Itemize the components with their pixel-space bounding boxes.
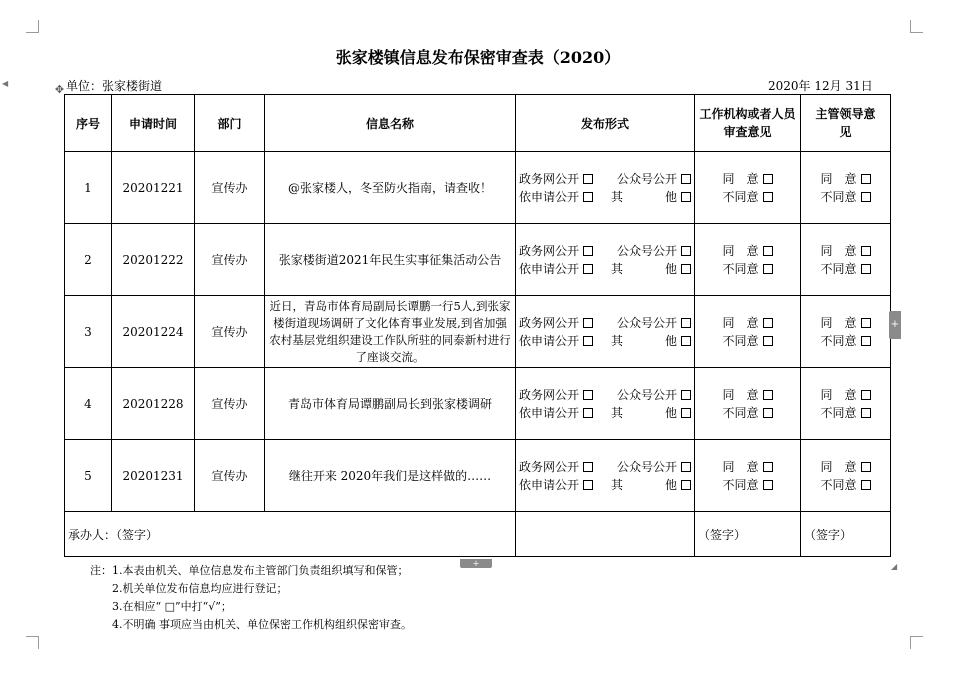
handler-signature: 承办人：（签字） — [65, 512, 516, 557]
disagree-label: 不同意 — [820, 405, 857, 420]
option-other-label: 他 — [664, 477, 677, 492]
agree-label: 同 意 — [722, 171, 759, 186]
leader-opinion-options — [801, 296, 891, 368]
checkbox[interactable] — [583, 336, 593, 346]
option-gov-site-label: 政务网公开 — [519, 171, 580, 186]
checkbox[interactable] — [681, 192, 691, 202]
header-cell-info: 信息名称 — [265, 95, 516, 152]
page-corner-mark — [26, 636, 39, 649]
format-options — [516, 224, 695, 296]
checkbox[interactable] — [861, 408, 871, 418]
leader-opinion-options — [801, 152, 891, 224]
checkbox[interactable] — [861, 318, 871, 328]
option-other-label: 其 — [610, 261, 623, 276]
table-row — [65, 368, 891, 440]
table-row — [65, 152, 891, 224]
page-corner-mark — [26, 20, 39, 33]
disagree-label: 不同意 — [722, 261, 759, 276]
option-gov-site-label: 政务网公开 — [519, 315, 580, 330]
checkbox[interactable] — [583, 264, 593, 274]
table-resize-handle-icon[interactable]: ◢ — [891, 562, 898, 571]
table-move-handle-icon[interactable]: ✥ — [54, 83, 65, 96]
row-date: 20201231 — [112, 440, 195, 512]
org-opinion-options — [695, 368, 801, 440]
row-info: 青岛市体育局谭鹏副局长到张家楼调研 — [265, 368, 516, 440]
option-gov-site-label: 政务网公开 — [519, 387, 580, 402]
checkbox[interactable] — [763, 246, 773, 256]
option-on-request-label: 依申请公开 — [519, 405, 580, 420]
agree-label: 同 意 — [820, 459, 857, 474]
checkbox[interactable] — [763, 318, 773, 328]
note-line: 2.机关单位发布信息均应进行登记； — [112, 582, 288, 595]
agree-label: 同 意 — [820, 243, 857, 258]
checkbox[interactable] — [583, 408, 593, 418]
option-public-account-label: 公众号公开 — [616, 243, 677, 258]
checkbox[interactable] — [681, 462, 691, 472]
checkbox[interactable] — [861, 246, 871, 256]
option-on-request-label: 依申请公开 — [519, 261, 580, 276]
option-other-label: 其 — [610, 405, 623, 420]
checkbox[interactable] — [583, 192, 593, 202]
format-options — [516, 296, 695, 368]
header-cell-format: 发布形式 — [516, 95, 695, 152]
checkbox[interactable] — [763, 192, 773, 202]
notes-prefix: 注： — [90, 564, 112, 577]
row-number: 4 — [65, 368, 112, 440]
agree-label: 同 意 — [820, 315, 857, 330]
row-number: 5 — [65, 440, 112, 512]
checkbox[interactable] — [681, 264, 691, 274]
row-info: 继往开来 2020年我们是这样做的…… — [265, 440, 516, 512]
row-date: 20201228 — [112, 368, 195, 440]
add-row-tab-icon[interactable]: + — [460, 559, 492, 568]
checkbox[interactable] — [763, 480, 773, 490]
checkbox[interactable] — [583, 480, 593, 490]
notes-block — [90, 562, 412, 634]
signature-row — [65, 512, 891, 557]
note-line: 4.不明确 事项应当由机关、单位保密工作机构组织保密审查。 — [112, 618, 412, 631]
checkbox[interactable] — [861, 174, 871, 184]
checkbox[interactable] — [681, 246, 691, 256]
agree-label: 同 意 — [722, 315, 759, 330]
disagree-label: 不同意 — [722, 189, 759, 204]
org-opinion-options — [695, 224, 801, 296]
org-signature: （签字） — [695, 512, 801, 557]
checkbox[interactable] — [763, 174, 773, 184]
format-options — [516, 440, 695, 512]
agree-label: 同 意 — [820, 387, 857, 402]
margin-arrow-icon: ◀ — [2, 79, 9, 88]
checkbox[interactable] — [583, 174, 593, 184]
checkbox[interactable] — [681, 336, 691, 346]
checkbox[interactable] — [763, 264, 773, 274]
option-public-account-label: 公众号公开 — [616, 459, 677, 474]
option-gov-site-label: 政务网公开 — [519, 243, 580, 258]
checkbox[interactable] — [861, 462, 871, 472]
org-opinion-options — [695, 296, 801, 368]
disagree-label: 不同意 — [722, 405, 759, 420]
agree-label: 同 意 — [722, 459, 759, 474]
checkbox[interactable] — [681, 390, 691, 400]
checkbox[interactable] — [681, 318, 691, 328]
checkbox[interactable] — [861, 192, 871, 202]
header-cell-org-opinion: 工作机构或者人员审查意见 — [695, 95, 801, 152]
checkbox[interactable] — [583, 462, 593, 472]
disagree-label: 不同意 — [820, 333, 857, 348]
format-options — [516, 368, 695, 440]
disagree-label: 不同意 — [820, 477, 857, 492]
table-row — [65, 440, 891, 512]
row-dept: 宣传办 — [195, 224, 265, 296]
note-line: 3.在相应“ □”中打“√”； — [112, 600, 232, 613]
checkbox[interactable] — [763, 408, 773, 418]
document-date: 2020年 12月 31日 — [768, 79, 873, 93]
option-public-account-label: 公众号公开 — [616, 315, 677, 330]
page-corner-mark — [910, 20, 923, 33]
agree-label: 同 意 — [722, 243, 759, 258]
header-cell-leader-opinion: 主管领导意 见 — [801, 95, 891, 152]
header-cell-dept: 部门 — [195, 95, 265, 152]
note-item: 1.本表由机关、单位信息发布主管部门负责组织填写和保管； — [112, 564, 409, 577]
table-row — [65, 296, 891, 368]
option-on-request-label: 依申请公开 — [519, 477, 580, 492]
disagree-label: 不同意 — [820, 189, 857, 204]
leader-signature: （签字） — [801, 512, 891, 557]
row-date: 20201222 — [112, 224, 195, 296]
leader-opinion-options — [801, 224, 891, 296]
checkbox[interactable] — [861, 264, 871, 274]
row-info: 张家楼街道2021年民生实事征集活动公告 — [265, 224, 516, 296]
option-other-label: 其 — [610, 477, 623, 492]
row-dept: 宣传办 — [195, 440, 265, 512]
checkbox[interactable] — [763, 336, 773, 346]
disagree-label: 不同意 — [722, 333, 759, 348]
option-gov-site-label: 政务网公开 — [519, 459, 580, 474]
row-info: @张家楼人，冬至防火指南，请查收！ — [265, 152, 516, 224]
option-other-label: 其 — [610, 333, 623, 348]
checkbox[interactable] — [861, 390, 871, 400]
checkbox[interactable] — [861, 480, 871, 490]
row-date: 20201224 — [112, 296, 195, 368]
option-other-label: 他 — [664, 405, 677, 420]
note-line — [90, 562, 412, 580]
checkbox[interactable] — [583, 318, 593, 328]
option-other-label: 他 — [664, 189, 677, 204]
option-other-label: 其 — [610, 189, 623, 204]
row-number: 3 — [65, 296, 112, 368]
checkbox[interactable] — [681, 480, 691, 490]
checkbox[interactable] — [763, 462, 773, 472]
checkbox[interactable] — [861, 336, 871, 346]
header-cell-date: 申请时间 — [112, 95, 195, 152]
row-dept: 宣传办 — [195, 368, 265, 440]
org-opinion-options — [695, 152, 801, 224]
review-table — [64, 94, 900, 557]
disagree-label: 不同意 — [722, 477, 759, 492]
table-header-row — [65, 95, 891, 152]
option-on-request-label: 依申请公开 — [519, 333, 580, 348]
agree-label: 同 意 — [820, 171, 857, 186]
row-number: 2 — [65, 224, 112, 296]
row-dept: 宣传办 — [195, 152, 265, 224]
leader-opinion-options — [801, 368, 891, 440]
format-options — [516, 152, 695, 224]
page-corner-mark — [910, 636, 923, 649]
checkbox[interactable] — [583, 246, 593, 256]
row-dept: 宣传办 — [195, 296, 265, 368]
unit-label: 单位：张家楼街道 — [66, 79, 163, 93]
row-number: 1 — [65, 152, 112, 224]
row-date: 20201221 — [112, 152, 195, 224]
checkbox[interactable] — [763, 390, 773, 400]
checkbox[interactable] — [681, 408, 691, 418]
agree-label: 同 意 — [722, 387, 759, 402]
table-row — [65, 224, 891, 296]
leader-opinion-options — [801, 440, 891, 512]
checkbox[interactable] — [583, 390, 593, 400]
org-opinion-options — [695, 440, 801, 512]
option-public-account-label: 公众号公开 — [616, 387, 677, 402]
document-title: 张家楼镇信息发布保密审查表（2020） — [335, 48, 621, 67]
add-column-tab-icon[interactable]: + — [889, 311, 901, 339]
disagree-label: 不同意 — [820, 261, 857, 276]
option-on-request-label: 依申请公开 — [519, 189, 580, 204]
option-other-label: 他 — [664, 333, 677, 348]
option-public-account-label: 公众号公开 — [616, 171, 677, 186]
option-other-label: 他 — [664, 261, 677, 276]
format-signature-blank — [516, 512, 695, 557]
header-cell-no: 序号 — [65, 95, 112, 152]
checkbox[interactable] — [681, 174, 691, 184]
row-info: 近日，青岛市体育局副局长谭鹏一行5人,到张家楼街道现场调研了文化体育事业发展,到省加强农村基层党组织建设工作队所驻的同泰新村进行了座谈交流。 — [265, 296, 516, 368]
